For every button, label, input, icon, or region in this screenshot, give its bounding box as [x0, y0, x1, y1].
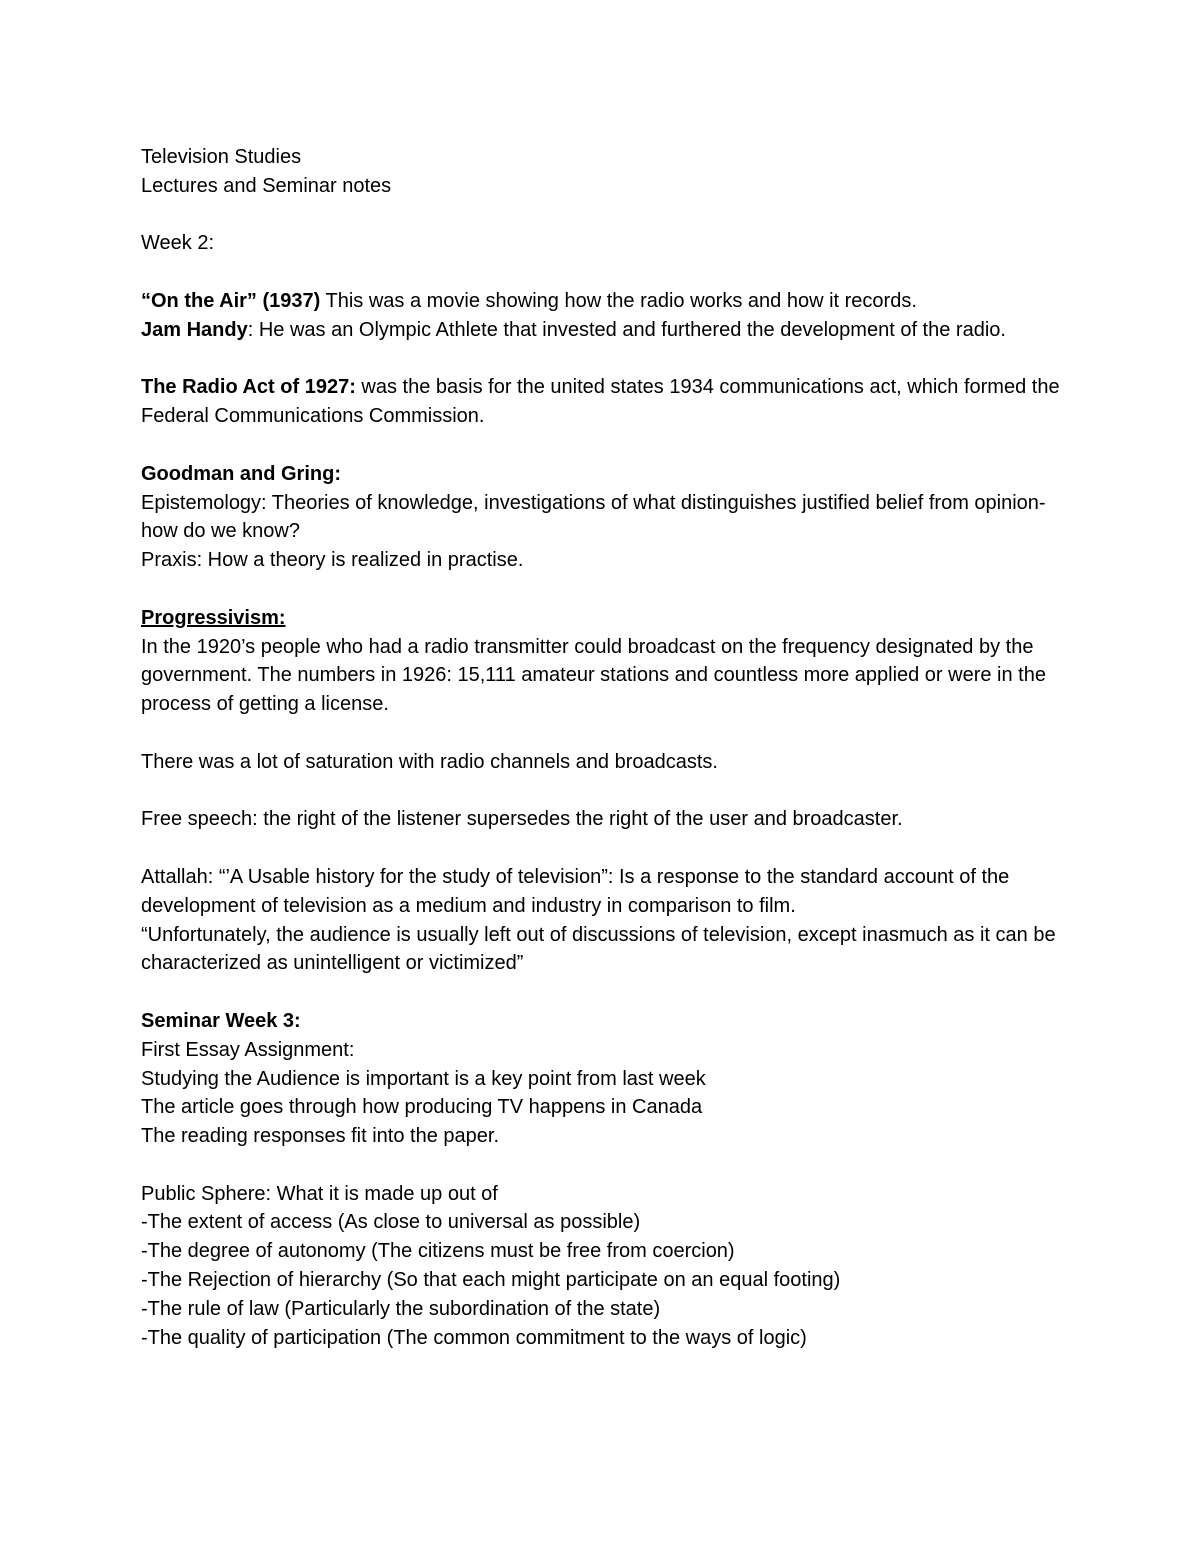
progressivism-text: In the 1920’s people who had a radio transmitter could broadcast on the frequency designated by the government. The numbers in 1926: 15,111 amateur stations and countless more applied or were in the process of getting a license. [141, 635, 1046, 716]
spacer [141, 978, 1071, 1007]
public-sphere-item: -The Rejection of hierarchy (So that each might participate on an equal footing) [141, 1269, 841, 1292]
on-the-air-text: This was a movie showing how the radio works and how it records. [320, 289, 917, 312]
seminar-line: The article goes through how producing TV happens in Canada [141, 1096, 703, 1119]
public-sphere-item: -The extent of access (As close to universal as possible) [141, 1211, 641, 1234]
public-sphere-item: -The degree of autonomy (The citizens must be free from coercion) [141, 1240, 735, 1263]
spacer [141, 345, 1071, 374]
document-title: Television Studies [141, 146, 302, 168]
spacer [141, 777, 1071, 806]
progressivism-heading: Progressivism: [141, 606, 286, 629]
seminar-heading: Seminar Week 3: [141, 1009, 301, 1032]
attallah-note: Attallah: “’A Usable history for the study of television”: Is a response to the standard account of the development of television as a medium and industry in comparison to film. [141, 865, 1010, 917]
saturation-note: There was a lot of saturation with radio channels and broadcasts. [141, 750, 718, 773]
goodman-gring-heading: Goodman and Gring: [141, 462, 341, 485]
spacer [141, 719, 1071, 748]
spacer [141, 431, 1071, 460]
jam-handy-entry [141, 316, 1071, 345]
spacer [141, 1151, 1071, 1180]
spacer [141, 201, 1071, 230]
epistemology-definition: Epistemology: Theories of knowledge, investigations of what distinguishes justified belief from opinion-how do we know? [141, 491, 1046, 543]
public-sphere-heading: Public Sphere: What it is made up out of [141, 1182, 498, 1205]
seminar-line: Studying the Audience is important is a key point from last week [141, 1067, 706, 1090]
document-page [141, 143, 1071, 1352]
radio-act-entry [141, 373, 1071, 431]
jam-handy-text: : He was an Olympic Athlete that invested and furthered the development of the radio. [247, 318, 1006, 341]
public-sphere-item: -The quality of participation (The common commitment to the ways of logic) [141, 1326, 807, 1349]
on-the-air-label: “On the Air” (1937) [141, 289, 321, 312]
seminar-line: The reading responses fit into the paper. [141, 1125, 500, 1148]
spacer [141, 258, 1071, 287]
document-subtitle: Lectures and Seminar notes [141, 174, 392, 197]
week-heading: Week 2: [141, 232, 214, 255]
attallah-quote: “Unfortunately, the audience is usually left out of discussions of television, except inasmuch as it can be characterized as unintelligent or victimized” [141, 923, 1056, 975]
radio-act-label: The Radio Act of 1927: [141, 376, 356, 399]
radio-act-text: was the basis for the united states 1934 communications act, which formed the Federal Communications Commission. [141, 376, 1060, 428]
free-speech-note: Free speech: the right of the listener supersedes the right of the user and broadcaster. [141, 808, 903, 831]
seminar-line: First Essay Assignment: [141, 1038, 355, 1061]
on-the-air-entry [141, 287, 1071, 316]
jam-handy-label: Jam Handy [141, 318, 248, 341]
spacer [141, 575, 1071, 604]
praxis-definition: Praxis: How a theory is realized in practise. [141, 549, 524, 572]
spacer [141, 834, 1071, 863]
public-sphere-item: -The rule of law (Particularly the subordination of the state) [141, 1297, 661, 1320]
